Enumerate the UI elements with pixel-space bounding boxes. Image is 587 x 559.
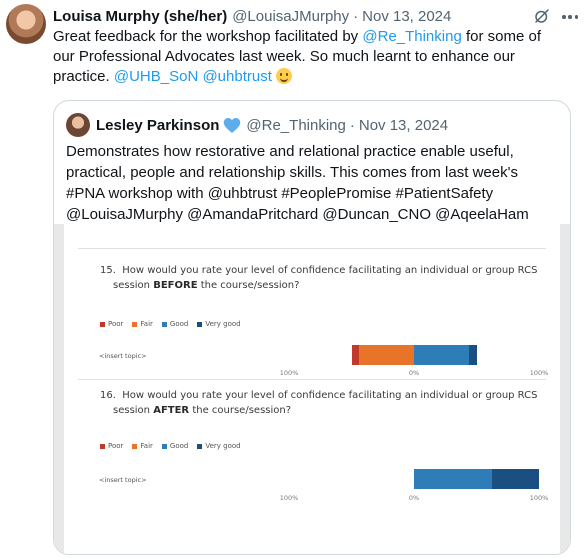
quoted-text: Demonstrates how restorative and relational practice enable useful, practical, people and relationship skills. This comes from last week's #PNA workshop with @uhbtrust #PeoplePromise #PatientSafety @LouisaJMurphy @AmandaPritchard @Duncan_CNO @AqeelaHam (66, 143, 529, 223)
author-avatar[interactable] (6, 4, 46, 44)
topic-label: <insert topic> (99, 352, 147, 360)
legend-q15: Poor Fair Good Very good (100, 320, 250, 328)
topic-label: <insert topic> (99, 476, 147, 484)
mention-uhb-son[interactable]: @UHB_SoN (113, 68, 199, 85)
mention-re-thinking[interactable]: @Re_Thinking (362, 28, 462, 45)
bar-segment-very-good (469, 345, 477, 365)
quoted-handle: @Re_Thinking (246, 116, 346, 134)
question-16-text: 16. How would you rate your level of confidence facilitating an individual or group RCS session AFTER the course/session? (100, 390, 538, 416)
tweet-date[interactable]: Nov 13, 2024 (362, 7, 452, 25)
author-handle[interactable]: @LouisaJMurphy (232, 7, 350, 25)
bar-q16 (414, 469, 539, 489)
blue-heart-icon (223, 117, 241, 134)
survey-sheet (64, 224, 560, 555)
quoted-tweet[interactable] (53, 100, 571, 555)
legend-q16: Poor Fair Good Very good (100, 442, 250, 450)
axis-ticks-q16: 100% 0% 100% (279, 494, 549, 502)
question-15: 15. How would you rate your level of confidence facilitating an individual or group RCS session BEFORE the course/session? (100, 265, 538, 291)
quoted-dot-separator: · (349, 116, 355, 134)
author-name[interactable]: Louisa Murphy (she/her) (53, 7, 228, 25)
quoted-author-avatar (66, 113, 90, 137)
more-options-icon[interactable] (562, 15, 578, 19)
mention-uhbtrust[interactable]: @uhbtrust (202, 68, 272, 85)
bar-segment-good (414, 345, 469, 365)
divider (78, 248, 546, 249)
axis-ticks-q15: 100% 0% 100% (279, 369, 549, 377)
dot-separator: · (353, 7, 359, 25)
bar-q15 (352, 345, 477, 365)
bar-segment-fair (359, 345, 414, 365)
divider (78, 379, 546, 380)
bar-segment-very-good (492, 469, 540, 489)
bar-segment-good (414, 469, 492, 489)
smiling-emoji-icon (276, 68, 292, 84)
tweet-text: Great feedback for the workshop facilitated by @Re_Thinking for some of our Professional Advocates last week. So much learnt to enhance our practice. @UHB_SoN @uhbtrust (53, 28, 541, 85)
bar-segment-poor (352, 345, 360, 365)
tweet-header (53, 6, 577, 26)
survey-image (54, 224, 571, 555)
quoted-author-name: Lesley Parkinson (96, 116, 220, 134)
quoted-header (96, 114, 448, 136)
quoted-date: Nov 13, 2024 (358, 116, 449, 134)
grok-icon[interactable] (533, 7, 551, 25)
